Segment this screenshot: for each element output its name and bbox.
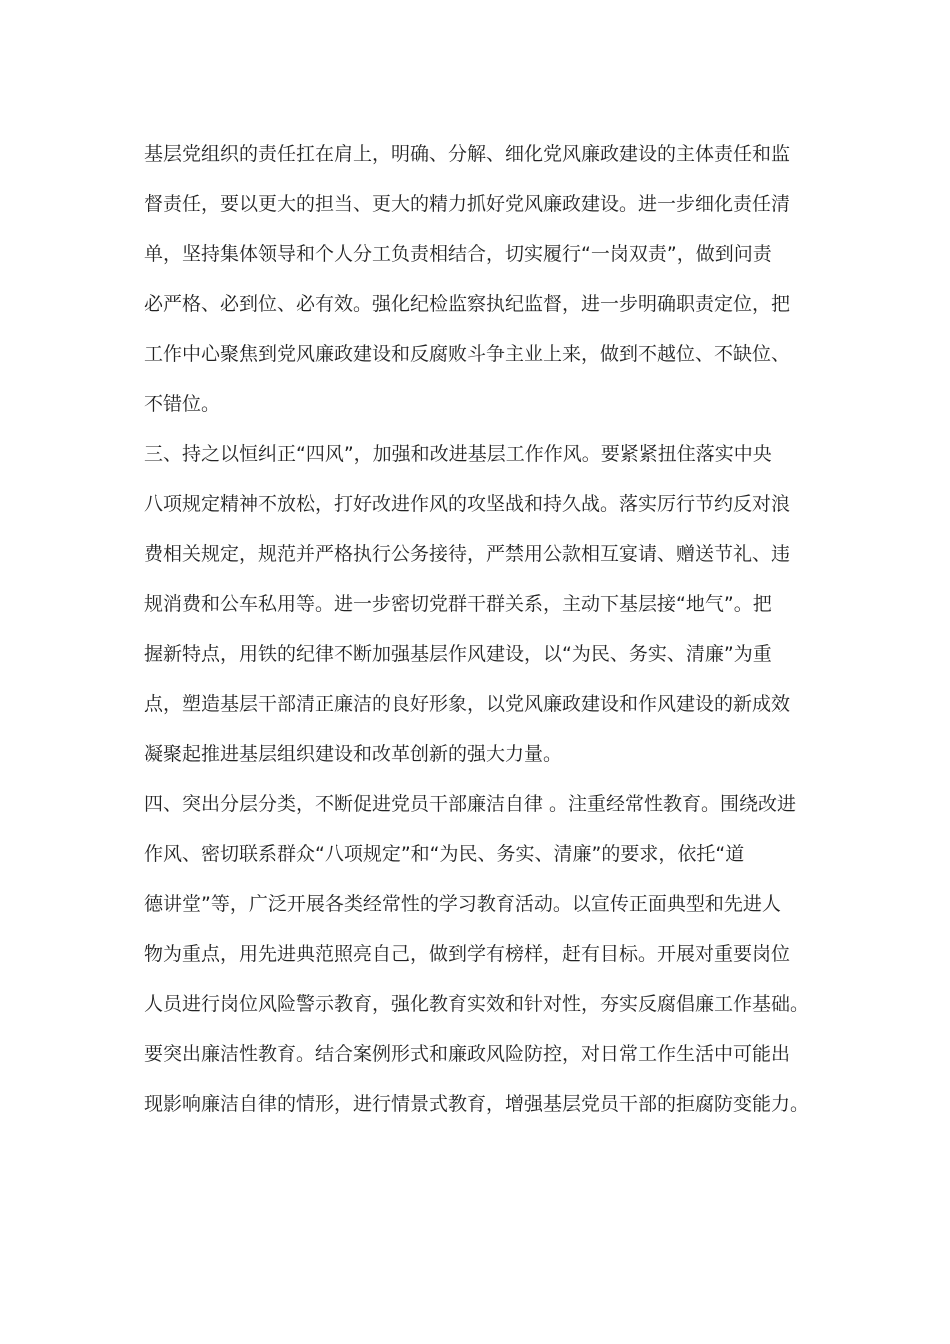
text-line: 凝聚起推进基层组织建设和改革创新的强大力量。 <box>144 743 563 765</box>
text-line: 德讲堂”等，广泛开展各类经常性的学习教育活动。以宣传正面典型和先进人 <box>144 893 781 915</box>
text-line: 不错位。 <box>144 393 221 415</box>
text-line: 要突出廉洁性教育。结合案例形式和廉政风险防控，对日常工作生活中可能出 <box>144 1043 791 1065</box>
text-line: 现影响廉洁自律的情形，进行情景式教育，增强基层党员干部的拒腐防变能力。 <box>144 1093 810 1115</box>
text-line: 督责任，要以更大的担当、更大的精力抓好党风廉政建设。进一步细化责任清 <box>144 193 791 215</box>
text-line: 人员进行岗位风险警示教育，强化教育实效和针对性，夯实反腐倡廉工作基础。 <box>144 993 810 1015</box>
text-line: 物为重点，用先进典范照亮自己，做到学有榜样，赶有目标。开展对重要岗位 <box>144 943 791 965</box>
text-line: 工作中心聚焦到党风廉政建设和反腐败斗争主业上来，做到不越位、不缺位、 <box>144 343 791 365</box>
text-line: 点，塑造基层干部清正廉洁的良好形象，以党风廉政建设和作风建设的新成效 <box>144 693 791 715</box>
text-line: 八项规定精神不放松，打好改进作风的攻坚战和持久战。落实厉行节约反对浪 <box>144 493 791 515</box>
text-line: 基层党组织的责任扛在肩上，明确、分解、细化党风廉政建设的主体责任和监 <box>144 143 791 165</box>
text-line: 单，坚持集体领导和个人分工负责相结合，切实履行“一岗双责”，做到问责 <box>144 243 772 265</box>
body-text <box>144 129 816 1129</box>
text-line: 作风、密切联系群众“八项规定”和“为民、务实、清廉”的要求，依托“道 <box>144 843 745 865</box>
section-heading-line: 三、持之以恒纠正“四风”，加强和改进基层工作作风。要紧紧扭住落实中央 <box>144 443 772 465</box>
section-heading-line: 四、突出分层分类，不断促进党员干部廉洁自律 。注重经常性教育。围绕改进 <box>144 793 797 815</box>
text-line: 规消费和公车私用等。进一步密切党群干群关系，主动下基层接“地气”。把 <box>144 593 772 615</box>
text-line: 握新特点，用铁的纪律不断加强基层作风建设，以“为民、务实、清廉”为重 <box>144 643 772 665</box>
text-line: 费相关规定，规范并严格执行公务接待，严禁用公款相互宴请、赠送节礼、违 <box>144 543 791 565</box>
text-line: 必严格、必到位、必有效。强化纪检监察执纪监督，进一步明确职责定位，把 <box>144 293 791 315</box>
